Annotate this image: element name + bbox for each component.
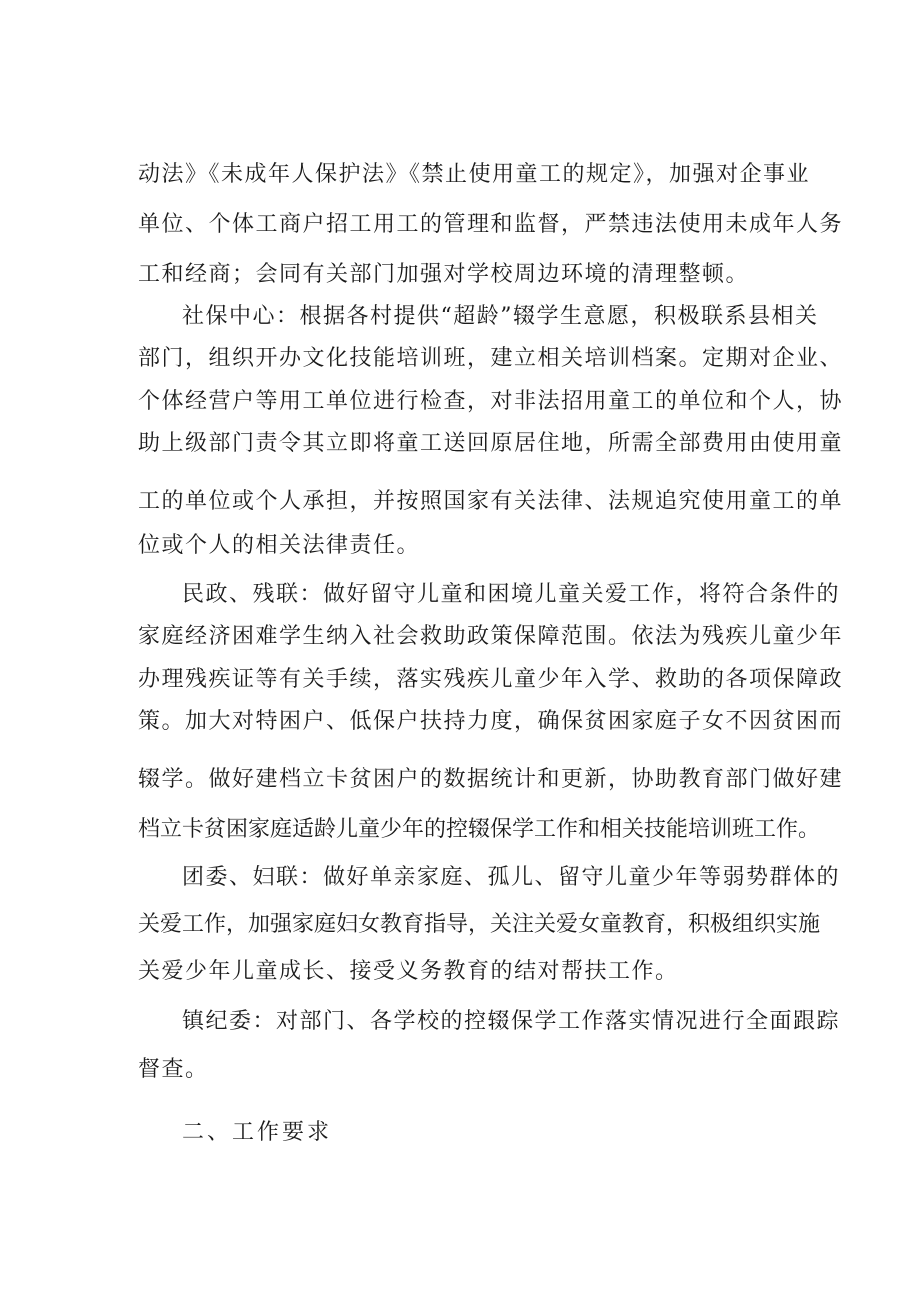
paragraph-2-line-5: 工的单位或个人承担，并按照国家有关法律、法规追究使用童工的单 [138,489,844,514]
paragraph-2-line-2: 部门，组织开办文化技能培训班，建立相关培训档案。定期对企业、 [138,346,844,371]
paragraph-1-line-1: 动法》《未成年人保护法》《禁止使用童工的规定》，加强对企事业 [138,162,811,187]
paragraph-4-line-1: 团委、妇联：做好单亲家庭、孤儿、留守儿童少年等弱势群体的 [182,865,841,890]
paragraph-3-line-2: 家庭经济困难学生纳入社会救助政策保障范围。依法为残疾儿童少年 [138,624,844,649]
paragraph-4-line-2: 关爱工作，加强家庭妇女教育指导，关注关爱女童教育，积极组织实施 [138,912,821,937]
paragraph-2-line-6: 位或个人的相关法律责任。 [138,533,421,558]
paragraph-2-line-3: 个体经营户等用工单位进行检查，对非法招用童工的单位和个人，协 [138,389,844,414]
section-heading-work-requirements: 二、工作要求 [182,1120,333,1145]
paragraph-3-line-4: 策。加大对特困户、低保户扶持力度，确保贫困家庭子女不因贫困而 [138,709,844,734]
paragraph-3-line-3: 办理残疾证等有关手续，落实残疾儿童少年入学、救助的各项保障政 [138,667,844,692]
paragraph-3-line-6: 档立卡贫困家庭适龄儿童少年的控辍保学工作和相关技能培训班工作。 [138,817,821,842]
paragraph-1-line-3: 工和经商；会同有关部门加强对学校周边环境的清理整顿。 [138,262,750,287]
paragraph-2-line-1: 社保中心：根据各村提供“超龄”辍学生意愿，积极联系县相关 [182,304,819,329]
paragraph-3-line-5: 辍学。做好建档立卡贫困户的数据统计和更新，协助教育部门做好建 [138,767,844,792]
paragraph-5-line-1: 镇纪委：对部门、各学校的控辍保学工作落实情况进行全面跟踪 [182,1009,841,1034]
paragraph-2-line-4: 助上级部门责令其立即将童工送回原居住地，所需全部费用由使用童 [138,431,844,456]
paragraph-4-line-3: 关爱少年儿童成长、接受义务教育的结对帮扶工作。 [138,959,679,984]
paragraph-3-line-1: 民政、残联：做好留守儿童和困境儿童关爱工作，将符合条件的 [182,582,841,607]
paragraph-5-line-2: 督查。 [138,1057,209,1082]
paragraph-1-line-2: 单位、个体工商户招工用工的管理和监督，严禁违法使用未成年人务 [138,212,844,237]
